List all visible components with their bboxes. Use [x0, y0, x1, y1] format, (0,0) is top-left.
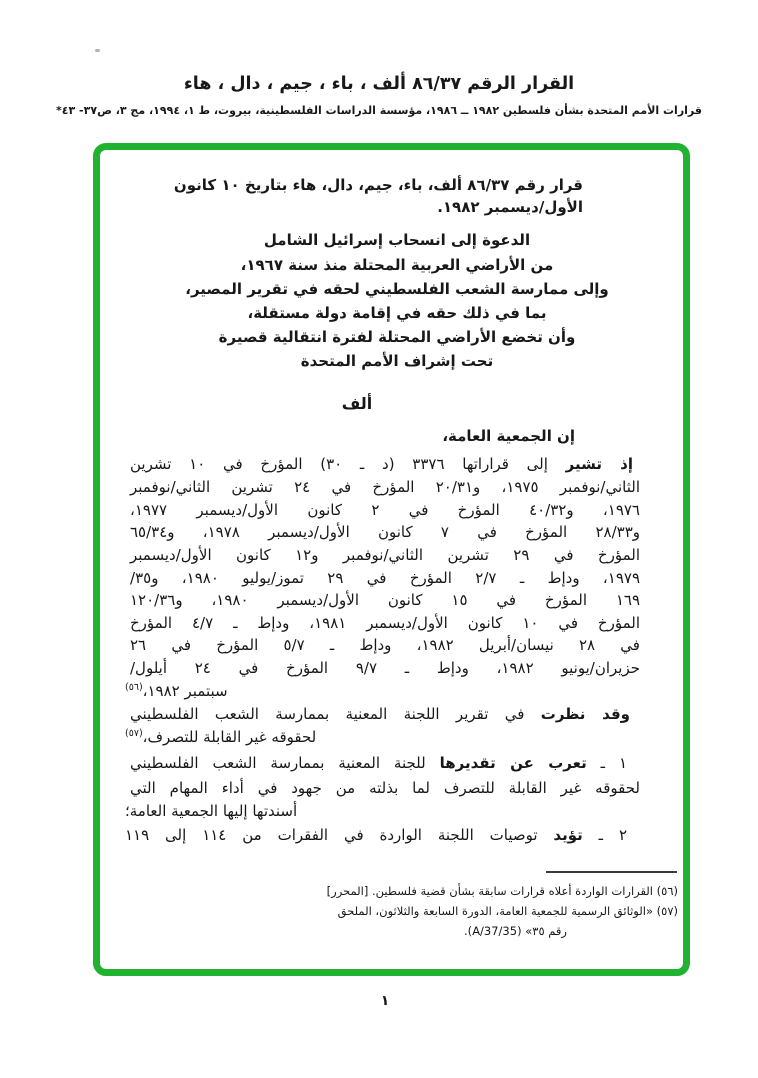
footnote-reference: (٥٦) — [125, 682, 143, 693]
resolution-title-line: قرار رقم ٨٦/٣٧ ألف، باء، جيم، دال، هاء بتاريخ ١٠ كانون — [173, 176, 583, 194]
recital-line: و٢٨/٣٣ المؤرخ في ٧ كانون الأول/ديسمبر ١٩٧٨، و٦٥/٣٤ — [130, 523, 640, 541]
footnote-separator — [546, 871, 677, 873]
subtitle-line: تحت إشراف الأمم المتحدة — [300, 352, 494, 370]
recital-lead: وقد نظرت — [540, 705, 630, 723]
recital-line: في ٢٨ نيسان/أبريل ١٩٨٢، ودإط ـ ٥/٧ المؤرخ في ٢٦ — [130, 636, 640, 654]
recital-line: المؤرخ في ٢٩ تشرين الثاني/نوفمبر و١٢ كانون الأول/ديسمبر — [130, 546, 640, 564]
recital-line: لحقوقه غير القابلة للتصرف،$^{(٥٧)}$ — [125, 728, 317, 746]
preamble-opening: إن الجمعية العامة، — [442, 427, 575, 445]
recital-line: ١٦٩ المؤرخ في ١٥ كانون الأول/ديسمبر ١٩٨٠، و١٢٠/٣٦ — [130, 591, 641, 609]
footnote-line: (٥٦) القرارات الواردة أعلاه قرارات سابقة بشأن قضية فلسطين. [المحرر] — [326, 884, 678, 898]
recital-line: ١٩٧٩، ودإط ـ ٢/٧ المؤرخ في ٢٩ تموز/يوليو ١٩٨٠، و٣٥/ — [130, 569, 641, 587]
subtitle-line: من الأراضي العربية المحتلة منذ سنة ١٩٦٧، — [240, 256, 554, 274]
subtitle-line: الدعوة إلى انسحاب إسرائيل الشامل — [263, 231, 531, 249]
recital-line: الثاني/نوفمبر ١٩٧٥، و٢٠/٣١ المؤرخ في ٢٤ تشرين الثاني/نوفمبر — [130, 478, 640, 496]
operative-lead: تعرب عن تقديرها — [439, 754, 587, 772]
footnote-reference: (٥٧) — [125, 728, 143, 739]
operative-lead: تؤيد — [553, 826, 583, 844]
recital-line: المؤرخ في ١٠ كانون الأول/ديسمبر ١٩٨١، ودإط ـ ٤/٧ المؤرخ — [130, 614, 640, 632]
recital-line: حزيران/يونيو ١٩٨٢، ودإط ـ ٩/٧ المؤرخ في ٢٤ أيلول/ — [130, 659, 640, 677]
recital-line: سبتمبر ١٩٨٢،$^{(٥٦)}$ — [125, 682, 228, 700]
bibliographic-source-line: قرارات الأمم المتحدة بشأن فلسطين ١٩٨٢ ــ ١٩٨٦، مؤسسة الدراسات الفلسطينية، بيروت، ط ١، ١٩٩٤، مج ٣، ص٣٧- ٤٣* — [56, 104, 702, 117]
operative-number: ٢ ـ — [582, 826, 627, 844]
footnote-line: رقم ٣٥» (A/37/35). — [464, 924, 567, 938]
subtitle-line: وإلى ممارسة الشعب الفلسطيني لحقه في تقرير المصير، — [185, 280, 609, 298]
recital-line: ١٩٧٦، و٤٠/٣٢ المؤرخ في ٢ كانون الأول/ديسمبر ١٩٧٧، — [130, 501, 640, 519]
resolution-header-title: القرار الرقم ٨٦/٣٧ ألف ، باء ، جيم ، دال ، هاء — [183, 74, 575, 94]
operative-line: لحقوقه غير القابلة للتصرف لما بذلته من جهود في أداء المهام التي — [130, 779, 640, 797]
subtitle-line: وأن تخضع الأراضي المحتلة لفترة انتقالية قصيرة — [218, 328, 576, 346]
operative-line: أسندتها إليها الجمعية العامة؛ — [125, 802, 298, 820]
recital-lead: إذ تشير — [565, 455, 633, 473]
recital-line: إذ تشير إلى قراراتها ٣٣٧٦ (د ـ ٣٠) المؤرخ في ١٠ تشرين — [130, 455, 633, 473]
section-letter: ألف — [341, 394, 373, 413]
operative-line: ١ ـ تعرب عن تقديرها للجنة المعنية بممارسة الشعب الفلسطيني — [130, 754, 627, 772]
resolution-title-line: الأول/ديسمبر ١٩٨٢. — [437, 198, 583, 216]
page-number: ١ — [380, 993, 390, 1009]
footnote-line: (٥٧) «الوثائق الرسمية للجمعية العامة، الدورة السابعة والثلاثون، الملحق — [337, 904, 678, 918]
operative-line: ٢ ـ تؤيد توصيات اللجنة الواردة في الفقرات من ١١٤ إلى ١١٩ — [125, 826, 627, 844]
subtitle-line: بما في ذلك حقه في إقامة دولة مستقلة، — [247, 304, 547, 322]
recital-line: وقد نظرت في تقرير اللجنة المعنية بممارسة الشعب الفلسطيني — [130, 705, 630, 723]
scan-artifact-speck — [95, 49, 100, 52]
operative-number: ١ ـ — [586, 754, 627, 772]
